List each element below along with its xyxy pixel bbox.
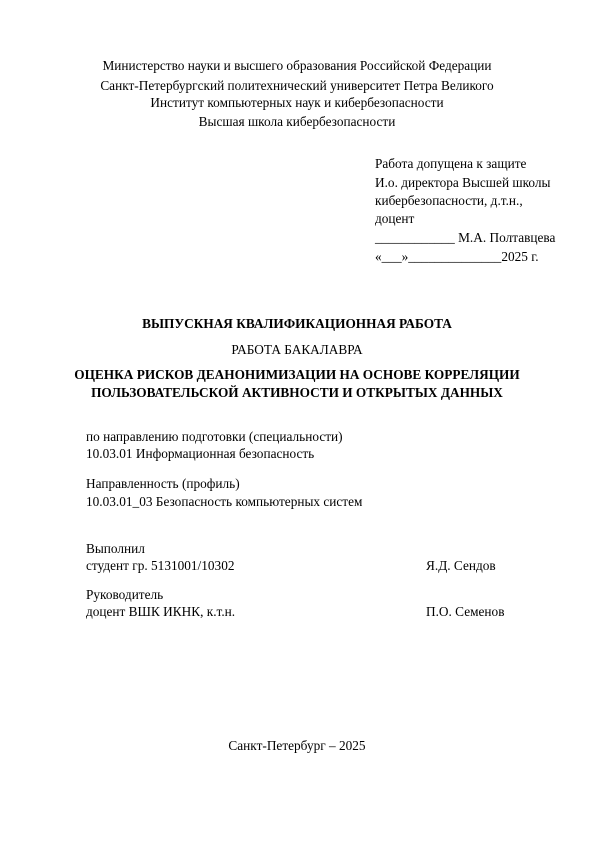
author-label: Выполнил <box>86 541 145 556</box>
direction-value: 10.03.01 Информационная безопасность <box>86 446 315 461</box>
degree-title: РАБОТА БАКАЛАВРА <box>231 342 363 357</box>
supervisor-label: Руководитель <box>86 587 164 602</box>
approval-line-3: кибербезопасности, д.т.н., <box>375 193 523 208</box>
direction-label: по направлению подготовки (специальности) <box>86 429 343 444</box>
institute-name: Институт компьютерных наук и кибербезопасности <box>150 95 444 110</box>
approval-signature-line: ____________ М.А. Полтавцева <box>375 230 556 245</box>
supervisor-name: П.О. Семенов <box>426 604 505 619</box>
profile-label: Направленность (профиль) <box>86 476 240 491</box>
city-year: Санкт-Петербург – 2025 <box>228 738 366 753</box>
topic-line-1: ОЦЕНКА РИСКОВ ДЕАНОНИМИЗАЦИИ НА ОСНОВЕ КОРРЕЛЯЦИИ <box>74 367 520 382</box>
ministry-name: Министерство науки и высшего образования Российской Федерации <box>102 58 492 73</box>
author-name: Я.Д. Сендов <box>426 558 496 573</box>
work-type-title: ВЫПУСКНАЯ КВАЛИФИКАЦИОННАЯ РАБОТА <box>142 316 452 331</box>
topic-line-2: ПОЛЬЗОВАТЕЛЬСКОЙ АКТИВНОСТИ И ОТКРЫТЫХ ДАННЫХ <box>91 385 503 400</box>
supervisor-role: доцент ВШК ИКНК, к.т.н. <box>86 604 236 619</box>
school-name: Высшая школа кибербезопасности <box>198 114 396 129</box>
approval-date-line: «___»______________2025 г. <box>375 249 539 264</box>
author-role: студент гр. 5131001/10302 <box>86 558 235 573</box>
approval-line-2: И.о. директора Высшей школы <box>375 175 551 190</box>
approval-line-4: доцент <box>375 211 415 226</box>
university-name: Санкт-Петербургский политехнический университет Петра Великого <box>100 78 494 93</box>
profile-value: 10.03.01_03 Безопасность компьютерных систем <box>86 494 363 509</box>
approval-line-1: Работа допущена к защите <box>375 156 527 171</box>
